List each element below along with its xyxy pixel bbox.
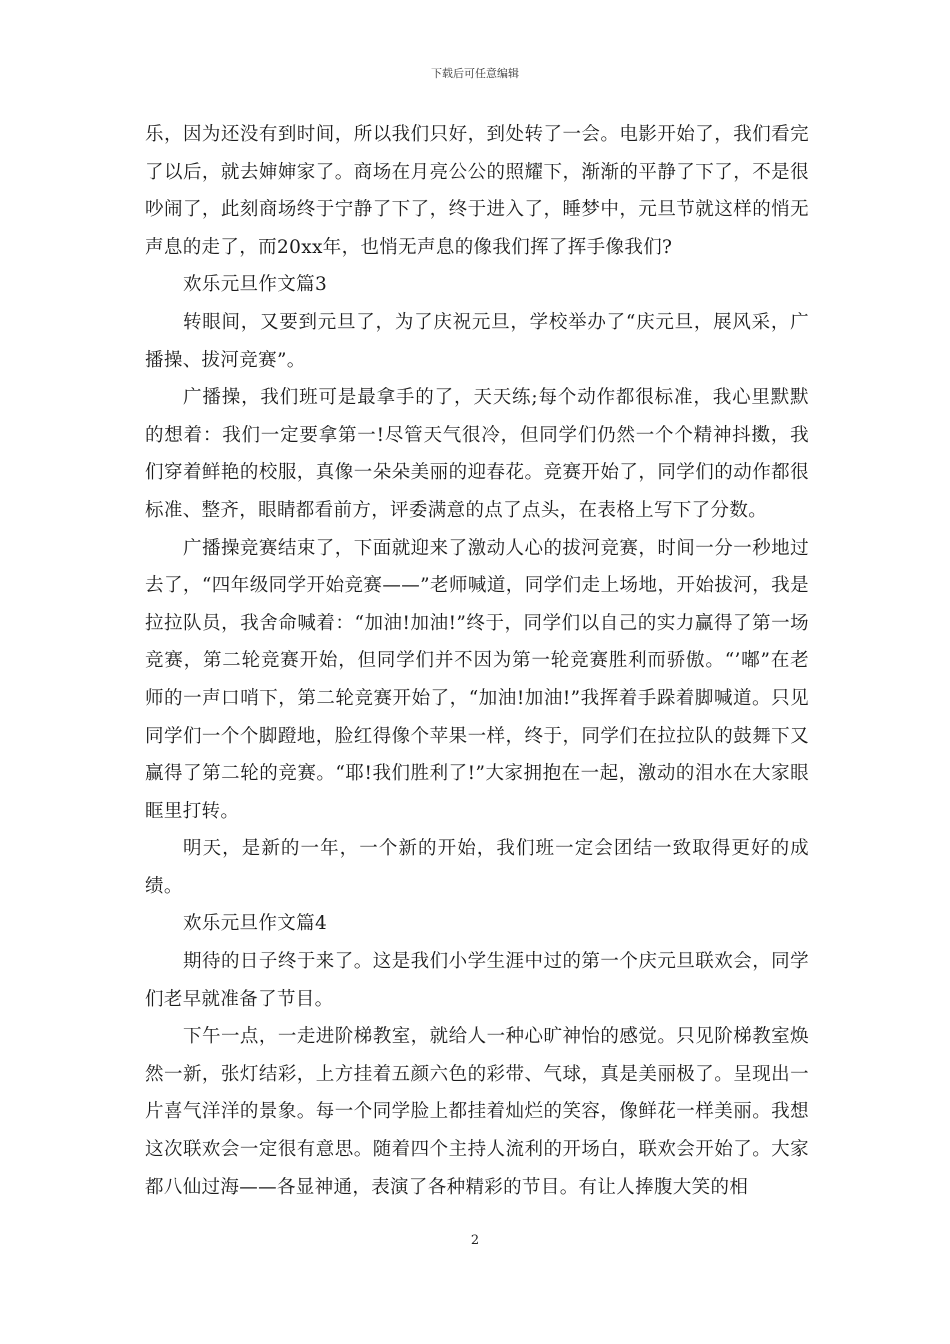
section-heading-essay-3: 欢乐元旦作文篇3: [183, 274, 328, 296]
document-body: [145, 116, 809, 1206]
page-number: 2: [470, 1233, 480, 1248]
paragraph-continuation: 乐，因为还没有到时间，所以我们只好，到处转了一会。电影开始了，我们看完了以后，就去婶婶家了。商场在月亮公公的照耀下，渐渐的平静了下了，不是很吵闹了，此刻商场终于宁静了下了，终于进入了，睡梦中，元旦节就这样的悄无声息的走了，而20xx年，也悄无声息的像我们挥了挥手像我们?: [145, 124, 809, 258]
paragraph: 下午一点，一走进阶梯教室，就给人一种心旷神怡的感觉。只见阶梯教室焕然一新，张灯结彩，上方挂着五颜六色的彩带、气球，真是美丽极了。呈现出一片喜气洋洋的景象。每一个同学脸上都挂着灿烂的笑容，像鲜花一样美丽。我想这次联欢会一定很有意思。随着四个主持人流利的开场白，联欢会开始了。大家都八仙过海——各显神通，表演了各种精彩的节目。有让人捧腹大笑的相: [145, 1026, 809, 1198]
paragraph: 明天，是新的一年，一个新的开始，我们班一定会团结一致取得更好的成绩。: [145, 838, 809, 897]
section-heading-essay-4: 欢乐元旦作文篇4: [183, 913, 328, 935]
page-header: 下载后可任意编辑: [431, 67, 519, 80]
paragraph: 转眼间，又要到元旦了，为了庆祝元旦，学校举办了“庆元旦，展风采，广播操、拔河竞赛”。: [145, 311, 809, 371]
paragraph: 广播操竞赛结束了，下面就迎来了激动人心的拔河竞赛，时间一分一秒地过去了，“四年级同学开始竞赛——”老师喊道，同学们走上场地，开始拔河，我是拉拉队员，我舍命喊着：“加油!加油!”终于，同学们以自己的实力赢得了第一场竞赛，第二轮竞赛开始，但同学们并不因为第一轮竞赛胜利而骄傲。“’嘟”在老师的一声口哨下，第二轮竞赛开始了，“加油!加油!”我挥着手跺着脚喊道。只见同学们一个个脚蹬地，脸红得像个苹果一样，终于，同学们在拉拉队的鼓舞下又赢得了第二轮的竞赛。“耶!我们胜利了!”大家拥抱在一起，激动的泪水在大家眼眶里打转。: [145, 537, 809, 822]
paragraph: 期待的日子终于来了。这是我们小学生涯中过的第一个庆元旦联欢会，同学们老早就准备了节目。: [145, 951, 809, 1010]
paragraph: 广播操，我们班可是最拿手的了，天天练;每个动作都很标准，我心里默默的想着：我们一定要拿第一!尽管天气很冷，但同学们仍然一个个精神抖擞，我们穿着鲜艳的校服，真像一朵朵美丽的迎春花。竞赛开始了，同学们的动作都很标准、整齐，眼睛都看前方，评委满意的点了点头，在表格上写下了分数。: [145, 387, 809, 521]
